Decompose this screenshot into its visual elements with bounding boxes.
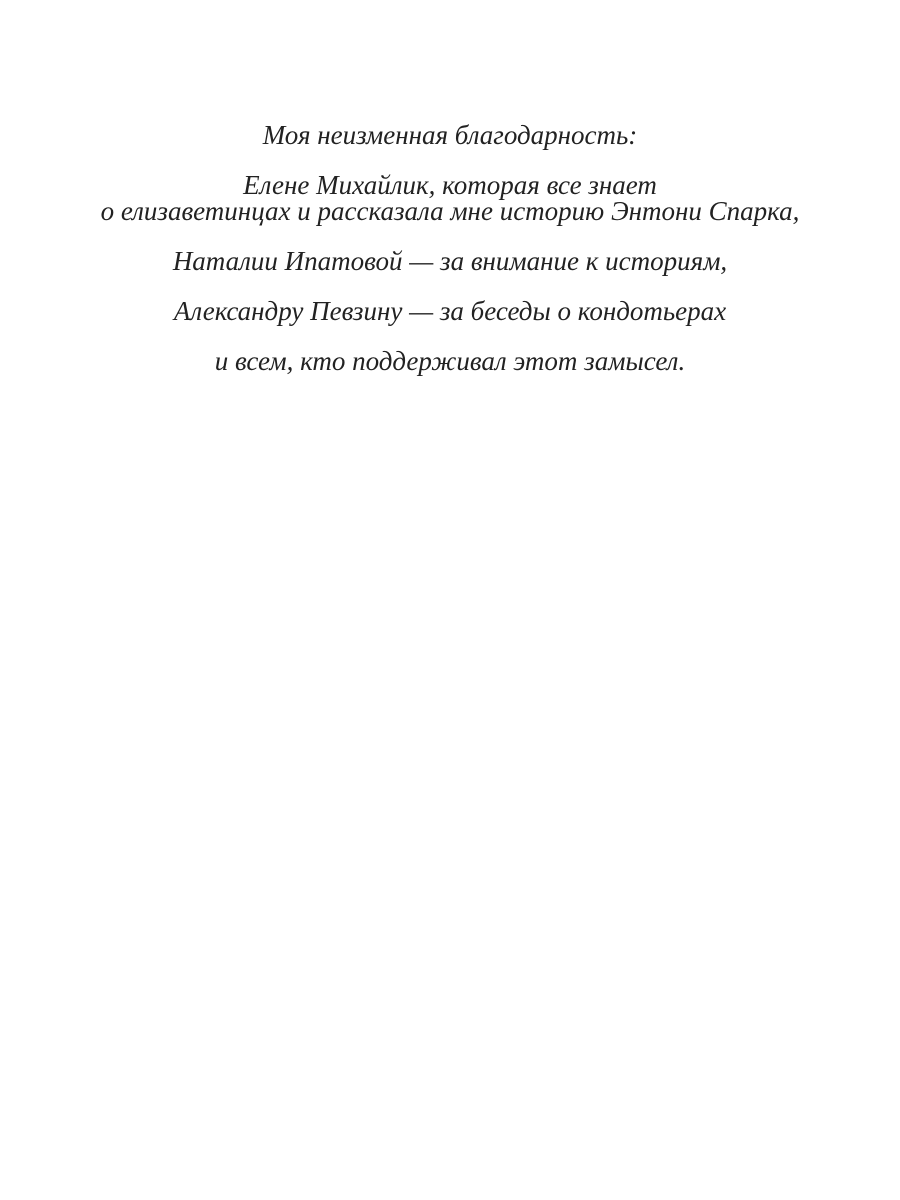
- acknowledgement-line: о елизаветинцах и рассказала мне историю Энтони Спарка,: [100, 196, 800, 226]
- acknowledgement-line: Наталии Ипатовой — за внимание к историям,: [172, 246, 728, 276]
- acknowledgements-block: [0, 122, 900, 374]
- acknowledgement-line: и всем, кто поддерживал этот замысел.: [214, 346, 686, 376]
- acknowledgement-paragraph: [0, 348, 900, 374]
- acknowledgement-paragraph: [0, 172, 900, 224]
- acknowledgements-heading: [0, 122, 900, 148]
- acknowledgement-paragraph: [0, 298, 900, 324]
- heading-line: Моя неизменная благодарность:: [262, 120, 638, 150]
- acknowledgement-line: Елене Михайлик, которая все знает: [243, 170, 657, 200]
- acknowledgement-line: Александру Певзину — за беседы о кондотьерах: [173, 296, 727, 326]
- acknowledgement-paragraph: [0, 248, 900, 274]
